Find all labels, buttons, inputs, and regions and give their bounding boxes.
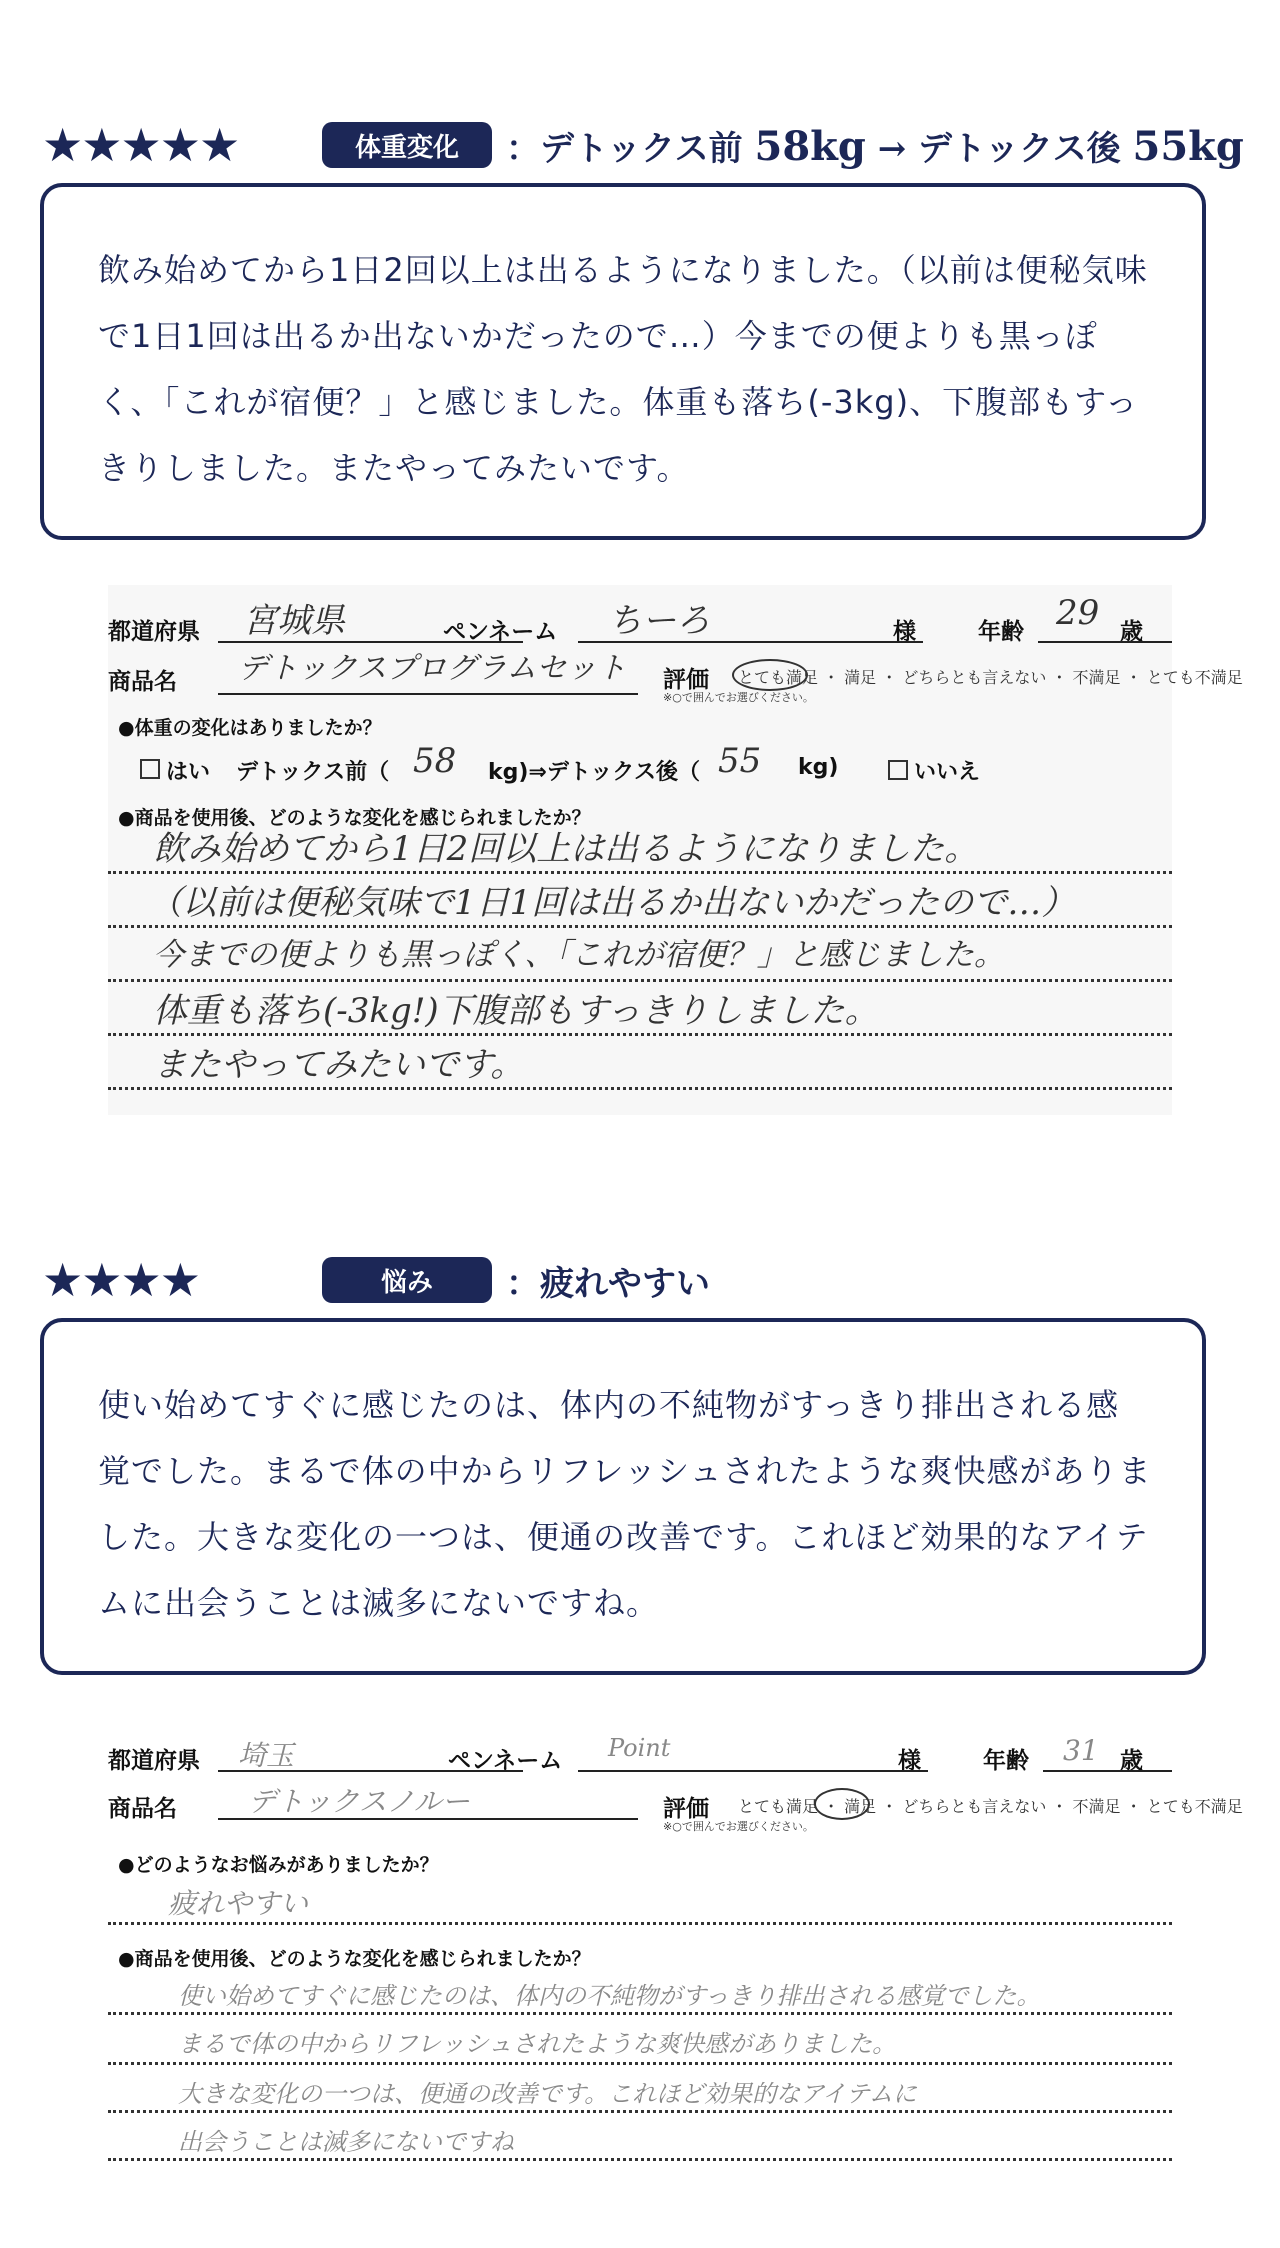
question-2: ●商品を使用後、どのような変化を感じられましたか？ (118, 807, 591, 829)
yes-label: はい (166, 760, 211, 785)
product-value: デトックスノルー (248, 1785, 470, 1818)
age-value: 29 (1056, 593, 1100, 633)
star-rating: ★★★★★ (42, 118, 239, 172)
age-unit: 歳 (1120, 1748, 1143, 1774)
review-2-header (42, 1255, 710, 1305)
product-label: 商品名 (108, 1796, 177, 1822)
rating-options: とても満足 ・ 満足 ・ どちらとも言えない ・ 不満足 ・ とても不満足 (738, 668, 1243, 687)
penname-label: ペンネーム (448, 1748, 563, 1774)
answer-line-3: 今までの便よりも黒っぽく、「これが宿便？」と感じました。 (153, 937, 1005, 973)
rating-note: ※○で囲んでお選びください。 (663, 691, 814, 704)
selected-rating-circle (732, 659, 808, 691)
answer-line-3: 大きな変化の一つは、便通の改善です。これほど効果的なアイテムに (178, 2080, 917, 2108)
headline: ：デトックス前 58kg → デトックス後 55kg (506, 122, 1244, 170)
age-label: 年齢 (983, 1748, 1029, 1774)
question-2: ●商品を使用後、どのような変化を感じられましたか？ (118, 1948, 591, 1970)
review-1-header (42, 120, 1244, 170)
questionnaire-scan (108, 585, 1243, 1115)
answer-line-2: まるで体の中からリフレッシュされたような爽快感がありました。 (178, 2030, 897, 2058)
age-label: 年齢 (978, 619, 1024, 645)
question-1: ●どのようなお悩みがありましたか？ (118, 1854, 439, 1876)
checkbox-yes (140, 759, 160, 779)
penname-value: Point (608, 1734, 671, 1762)
sama-label: 様 (893, 619, 916, 645)
prefecture-label: 都道府県 (108, 619, 200, 645)
rating-note: ※○で囲んでお選びください。 (663, 1820, 814, 1833)
kg-end: kg) (798, 755, 839, 780)
category-tag: 悩み (322, 1257, 492, 1303)
answer-line-1: 飲み始めてから1日2回以上は出るようになりました。 (153, 829, 979, 869)
answer-line-4: 出会うことは滅多にないですね (178, 2128, 514, 2156)
checkbox-no (888, 760, 908, 780)
rating-label: 評価 (663, 1796, 709, 1822)
headline: ：疲れやすい (506, 1263, 710, 1304)
question-1-answer: 疲れやすい (168, 1887, 309, 1920)
rating-options: とても満足 ・ 満足 ・ どちらとも言えない ・ 不満足 ・ とても不満足 (738, 1797, 1243, 1816)
answer-line-1: 使い始めてすぐに感じたのは、体内の不純物がすっきり排出される感覚でした。 (178, 1982, 1041, 2010)
prefecture-label: 都道府県 (108, 1748, 200, 1774)
prefecture-value: 埼玉 (238, 1739, 295, 1772)
star-rating: ★★★★ (42, 1253, 199, 1307)
answer-line-2: （以前は便秘気味で1日1回は出るか出ないかだったので…） (148, 883, 1076, 923)
answer-line-4: 体重も落ち(-3kg!)下腹部もすっきりしました。 (153, 991, 879, 1031)
age-unit: 歳 (1120, 619, 1143, 645)
after-label: kg)⇒デトックス後（ (488, 760, 700, 785)
sama-label: 様 (898, 1748, 921, 1774)
product-value: デトックスプログラムセット (238, 651, 627, 686)
prefecture-value: 宮城県 (243, 601, 345, 641)
penname-label: ペンネーム (443, 619, 558, 645)
product-label: 商品名 (108, 669, 177, 695)
review-quote: 飲み始めてから1日2回以上は出るようになりました。（以前は便秘気味で1日1回は出るか出ないかだったので…）今までの便よりも黒っぽく、「これが宿便？」と感じました。体重も落ち(-3kg)、下腹部もすっきりしました。またやってみたいです。 (40, 183, 1206, 540)
answer-line-5: またやってみたいです。 (153, 1045, 525, 1085)
question-1: ●体重の変化はありましたか？ (118, 717, 382, 739)
before-label: デトックス前（ (236, 760, 390, 785)
selected-rating-circle (814, 1788, 870, 1820)
before-weight: 58 (413, 741, 457, 781)
rating-label: 評価 (663, 667, 709, 693)
penname-value: ちーろ (608, 601, 710, 641)
category-tag: 体重変化 (322, 122, 492, 168)
after-weight: 55 (718, 741, 762, 781)
age-value: 31 (1063, 1734, 1099, 1767)
no-label: いいえ (914, 760, 981, 785)
review-quote: 使い始めてすぐに感じたのは、体内の不純物がすっきり排出される感覚でした。まるで体の中からリフレッシュされたような爽快感がありました。大きな変化の一つは、便通の改善です。これほど効果的なアイテムに出会うことは滅多にないですね。 (40, 1318, 1206, 1675)
questionnaire-scan (108, 1722, 1243, 2182)
